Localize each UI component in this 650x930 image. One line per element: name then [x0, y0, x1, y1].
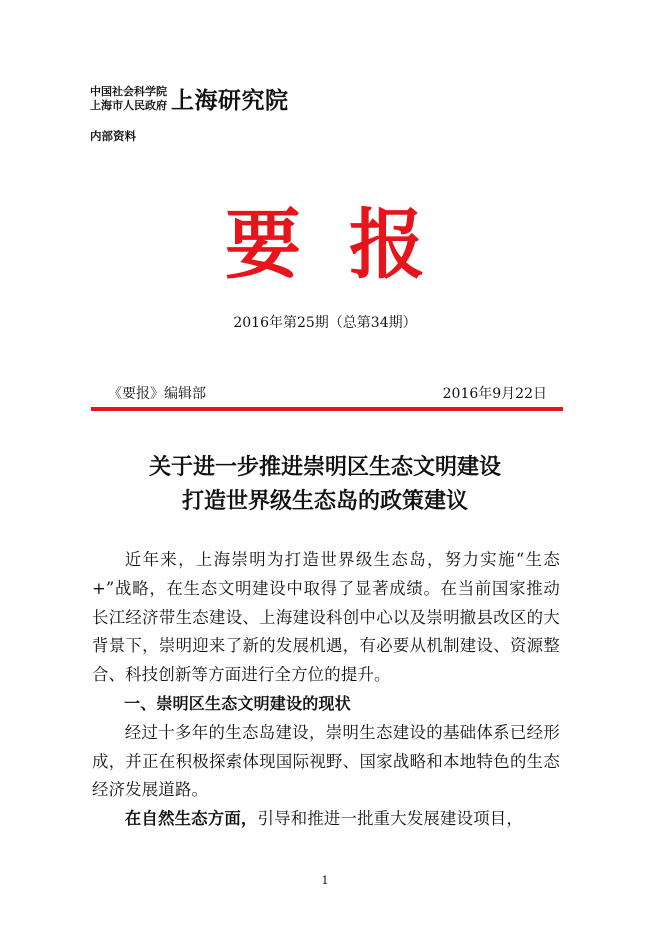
- institute-name: 上海研究院: [171, 87, 289, 114]
- paragraph-lead-rest: 引导和推进一批重大发展建设项目，: [257, 809, 523, 829]
- org-shanghai-gov: 上海市人民政府: [90, 98, 167, 112]
- article-title: [0, 450, 650, 518]
- section-heading: 一、崇明区生态文明建设的现状: [124, 693, 351, 713]
- article-title-line-2: 打造世界级生态岛的政策建议: [181, 488, 468, 514]
- org-cass: 中国社会科学院: [90, 84, 167, 98]
- article-body: [92, 546, 560, 834]
- paragraph-natural-ecology: [92, 805, 560, 834]
- paragraph-status: 经过十多年的生态岛建设，崇明生态建设的基础体系已经形成，并正在积极探索体现国际视野、国家战略和本地特色的生态经济发展道路。: [92, 722, 560, 800]
- org-names: [90, 85, 167, 113]
- editorial-department: 《要报》编辑部: [108, 386, 206, 402]
- report-title: 要报: [225, 200, 473, 289]
- page-number: 1: [321, 874, 329, 887]
- paragraph-intro: 近年来，上海崇明为打造世界级生态岛，努力实施“生态+”战略，在生态文明建设中取得了显著成绩。在当前国家推动长江经济带生态建设、上海建设科创中心以及崇明撤县改区的大背景下，崇明迎来了新的发展机遇，有必要从机制建设、资源整合、科技创新等方面进行全方位的提升。: [92, 550, 560, 685]
- article-title-line-1: 关于进一步推进崇明区生态文明建设: [148, 454, 501, 480]
- paragraph-lead: 在自然生态方面，: [124, 809, 258, 829]
- issue-number: 2016年第25期（总第34期）: [233, 315, 417, 331]
- publication-date: 2016年9月22日: [442, 386, 547, 402]
- publisher-header: [90, 82, 289, 115]
- red-divider: [91, 407, 563, 411]
- internal-material-label: 内部资料: [90, 129, 136, 143]
